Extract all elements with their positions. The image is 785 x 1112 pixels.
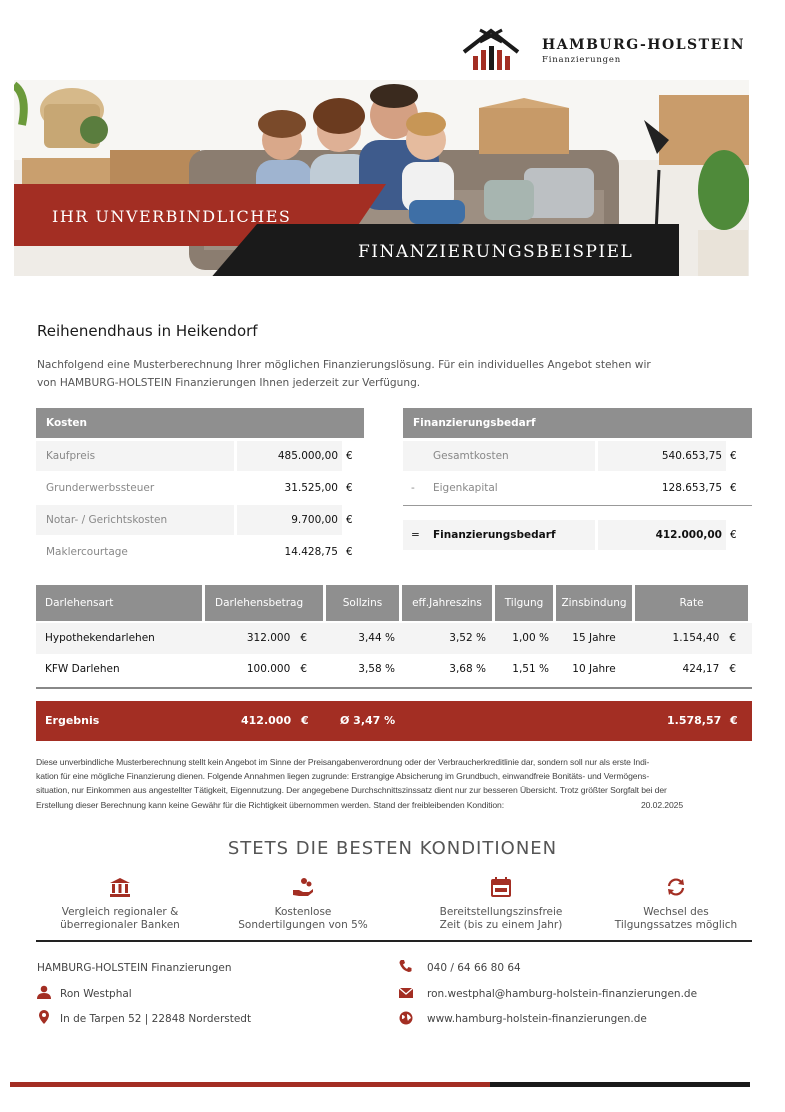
feature-line: Kostenlose: [274, 906, 332, 918]
footer-phone[interactable]: 040 / 64 66 80 64: [427, 962, 521, 974]
bedarf-total-value: 412.000,00: [598, 520, 726, 550]
loan-tilgung: 1,00: [512, 632, 536, 644]
bedarf-total-row: [403, 520, 752, 550]
bedarf-value: 128.653,75: [598, 473, 726, 503]
loan-art: KFW Darlehen: [45, 663, 120, 675]
refresh-icon: [665, 876, 687, 898]
currency: €: [730, 482, 737, 494]
feature-item: [411, 876, 591, 932]
loan-eff: 3,68: [449, 663, 473, 675]
currency: €: [300, 632, 307, 644]
loan-zinsbindung: 15 Jahre: [572, 632, 616, 644]
feature-item: [586, 876, 766, 932]
kosten-header: Kosten: [36, 408, 364, 438]
disclaimer-line: situation, nur Einkommen aus angestellter Tätigkeit, Eigennutzung. Der angegebene Durchschnittszinssatz dient nur zur besseren Übersicht. Trotz größter Sorgfalt bei der: [36, 785, 667, 796]
hero-banner-line1: IHR UNVERBINDLICHES: [52, 207, 292, 226]
kosten-row: [36, 473, 364, 503]
ergebnis-betrag: 412.000: [241, 714, 292, 727]
loan-table-header: [36, 585, 752, 621]
footer-address: In de Tarpen 52 | 22848 Norderstedt: [60, 1013, 252, 1025]
bedarf-header: Finanzierungsbedarf: [403, 408, 752, 438]
feature-line: Zeit (bis zu einem Jahr): [439, 919, 563, 931]
bedarf-row: [403, 441, 752, 471]
footer-stripe-red: [10, 1082, 500, 1087]
percent-unit: %: [385, 632, 395, 644]
footer-web[interactable]: www.hamburg-holstein-finanzierungen.de: [427, 1013, 647, 1025]
percent-unit: %: [539, 663, 549, 675]
feature-line: Tilgungssatzes möglich: [614, 919, 738, 931]
ergebnis-label: Ergebnis: [45, 714, 100, 727]
kosten-row: [36, 537, 364, 567]
kosten-label: Maklercourtage: [36, 537, 234, 567]
col-zinsbindung: Zinsbindung: [556, 585, 632, 621]
loan-rate: 1.154,40: [672, 632, 720, 644]
kosten-label: Notar- / Gerichtskosten: [36, 505, 234, 535]
condition-date: 20.02.2025: [641, 799, 684, 810]
property-title: Reihenendhaus in Heikendorf: [37, 322, 258, 340]
bedarf-table: [403, 408, 752, 550]
col-rate: Rate: [635, 585, 748, 621]
currency: €: [346, 450, 353, 462]
currency: €: [730, 529, 737, 541]
bedarf-sign: [403, 441, 425, 471]
ergebnis-avg-rate: Ø 3,47 %: [340, 714, 396, 727]
currency: €: [729, 663, 736, 675]
currency: €: [300, 663, 307, 675]
feature-line: überregionaler Banken: [60, 919, 180, 931]
kosten-table: [36, 408, 364, 567]
intro-line: Nachfolgend eine Musterberechnung Ihrer möglichen Finanzierungslösung. Für ein individuelles Angebot stehen wir: [37, 359, 651, 371]
loan-row: [36, 623, 752, 654]
loan-betrag: 312.000: [246, 632, 291, 644]
feature-line: Wechsel des: [643, 906, 709, 918]
ergebnis-bar: [36, 701, 752, 741]
person-icon: [37, 985, 51, 999]
phone-icon: [399, 959, 413, 973]
loan-rate: 424,17: [682, 663, 720, 675]
footer-divider: [36, 940, 752, 942]
bedarf-total-label: Finanzierungsbedarf: [425, 520, 595, 550]
loan-tilgung: 1,51: [512, 663, 536, 675]
percent-unit: %: [385, 663, 395, 675]
brand-subtitle: Finanzierungen: [542, 55, 622, 65]
currency: €: [346, 546, 353, 558]
house-logo-icon: [461, 26, 521, 72]
percent-unit: %: [476, 663, 486, 675]
kosten-label: Grunderwerbssteuer: [36, 473, 234, 503]
bank-icon: [109, 876, 131, 898]
bedarf-row: [403, 473, 752, 503]
kosten-row: [36, 505, 364, 535]
kosten-label: Kaufpreis: [36, 441, 234, 471]
feature-line: Vergleich regionaler &: [61, 906, 179, 918]
kosten-value: 14.428,75: [237, 537, 342, 567]
footer-stripe-black: [490, 1082, 750, 1087]
feature-item: [213, 876, 393, 932]
feature-line: Sondertilgungen von 5%: [238, 919, 368, 931]
intro-text: [37, 356, 697, 392]
bedarf-value: 540.653,75: [598, 441, 726, 471]
loan-table: [36, 585, 752, 689]
col-sollzins: Sollzins: [326, 585, 399, 621]
currency: €: [346, 514, 353, 526]
percent-unit: %: [476, 632, 486, 644]
footer-company: HAMBURG-HOLSTEIN Finanzierungen: [37, 962, 232, 974]
kosten-value: 485.000,00: [237, 441, 342, 471]
hero-banner-line2: FINANZIERUNGSBEISPIEL: [358, 242, 634, 262]
loan-zinsbindung: 10 Jahre: [572, 663, 616, 675]
footer-email[interactable]: ron.westphal@hamburg-holstein-finanzierungen.de: [427, 988, 698, 1000]
disclaimer-line: kation für eine mögliche Finanzierung dienen. Folgende Annahmen liegen zugrunde: Erstrangige Absicherung im Grundbuch, einwandfreie Bonitäts- und Vermögens-: [36, 771, 650, 782]
currency: €: [301, 714, 309, 727]
bedarf-label: Gesamtkosten: [425, 441, 595, 471]
feature-item: [30, 876, 210, 932]
loan-row: [36, 654, 752, 685]
currency: €: [729, 632, 736, 644]
col-darlehensbetrag: Darlehensbetrag: [205, 585, 323, 621]
benefits-title: STETS DIE BESTEN KONDITIONEN: [227, 838, 558, 859]
currency: €: [730, 450, 737, 462]
hand-coins-icon: [292, 876, 314, 898]
percent-unit: %: [539, 632, 549, 644]
col-darlehensart: Darlehensart: [36, 585, 202, 621]
bedarf-label: Eigenkapital: [425, 473, 595, 503]
ergebnis-rate: 1.578,57: [667, 714, 722, 727]
loan-sollzins: 3,44: [358, 632, 382, 644]
footer-person: Ron Westphal: [60, 988, 132, 1000]
intro-line: von HAMBURG-HOLSTEIN Finanzierungen Ihnen jederzeit zur Verfügung.: [37, 377, 421, 389]
calendar-365-icon: [490, 876, 512, 898]
feature-line: Bereitstellungszinsfreie: [439, 906, 563, 918]
loan-sollzins: 3,58: [358, 663, 382, 675]
kosten-row: [36, 441, 364, 471]
loan-art: Hypothekendarlehen: [45, 632, 155, 644]
bedarf-sign: -: [403, 473, 425, 503]
globe-icon: [399, 1011, 413, 1025]
currency: €: [730, 714, 738, 727]
disclaimer: [36, 755, 752, 812]
loan-betrag: 100.000: [246, 663, 291, 675]
brand-title: HAMBURG-HOLSTEIN: [542, 37, 746, 53]
col-eff-jahreszins: eff.Jahreszins: [402, 585, 492, 621]
disclaimer-line: Erstellung dieser Berechnung kann keine Gewähr für die Richtigkeit übernommen werden. Stand der freibleibenden Kondition:: [36, 799, 505, 810]
currency: €: [346, 482, 353, 494]
loan-eff: 3,52: [449, 632, 473, 644]
kosten-value: 9.700,00: [237, 505, 342, 535]
location-pin-icon: [37, 1010, 51, 1024]
envelope-icon: [399, 986, 413, 1000]
kosten-value: 31.525,00: [237, 473, 342, 503]
bedarf-sign: =: [403, 520, 425, 550]
col-tilgung: Tilgung: [495, 585, 553, 621]
disclaimer-line: Diese unverbindliche Musterberechnung stellt kein Angebot im Sinne der Preisangabenverordnung oder der Verbraucherkreditlinie dar, sondern soll nur als erste Indi-: [36, 757, 650, 767]
